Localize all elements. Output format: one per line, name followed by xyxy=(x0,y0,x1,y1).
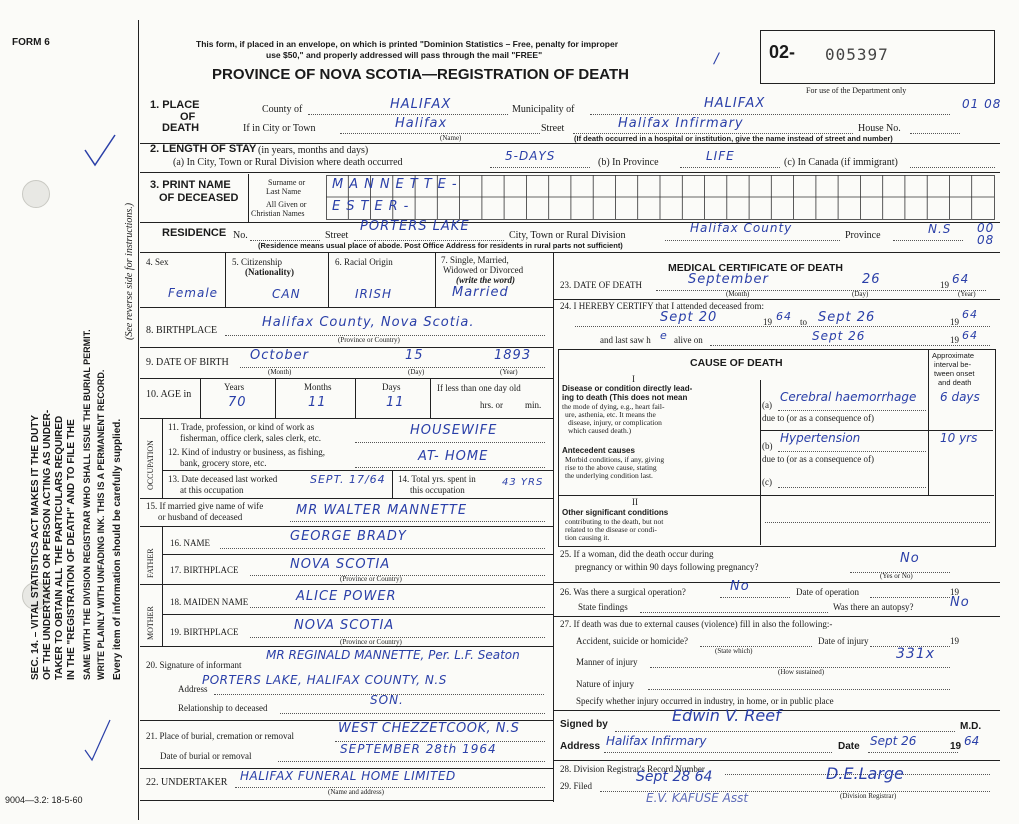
age-months-label: Months xyxy=(304,382,332,392)
age-days-label: Days xyxy=(382,382,401,392)
immediate-2: ing to death (This does not mean xyxy=(562,393,688,402)
other-2: contributing to the death, but not xyxy=(565,517,664,526)
municipality-value: HALIFAX xyxy=(704,96,766,111)
findings-label: State findings xyxy=(578,602,628,612)
dob-label: 9. DATE OF BIRTH xyxy=(146,357,229,368)
residence-street-value: PORTERS LAKE xyxy=(360,219,470,234)
burial-date: SEPTEMBER 28th 1964 xyxy=(340,742,497,756)
form-left-border xyxy=(138,20,139,820)
death-year-prefix: 19 xyxy=(940,280,949,290)
q14-label-2: this occupation xyxy=(410,485,465,495)
physician-date-label: Date xyxy=(838,741,860,752)
other-3: related to the disease or condi- xyxy=(565,525,657,534)
q26-label: 26. Was there a surgical operation? xyxy=(560,587,686,597)
department-use-label: For use of the Department only xyxy=(806,86,907,95)
attend-to: Sept 26 xyxy=(818,310,876,325)
nature-label: Nature of injury xyxy=(576,679,634,689)
name-caption: (Name) xyxy=(440,134,462,142)
q14-label: 14. Total yrs. spent in xyxy=(398,474,476,484)
name-label: 3. PRINT NAME xyxy=(150,179,231,191)
age-hrs-label: hrs. or xyxy=(480,400,503,410)
stay-label: 2. LENGTH OF STAY xyxy=(150,143,257,155)
citizenship-value: CAN xyxy=(272,287,301,301)
q11-label-2: fisherman, office clerk, sales clerk, etc. xyxy=(180,433,322,443)
residence-margin-code: 00 08 xyxy=(977,221,995,247)
medical-title: MEDICAL CERTIFICATE OF DEATH xyxy=(668,262,843,274)
q26-value: No xyxy=(730,579,750,594)
q25-label-2: pregnancy or within 90 days following pregnancy? xyxy=(575,562,759,572)
physician-date: Sept 26 xyxy=(870,734,917,748)
immediate-5: disease, injury, or complication xyxy=(568,418,662,427)
section-one: I xyxy=(632,374,635,384)
residence-no-label: No. xyxy=(233,230,248,241)
county-label: County of xyxy=(262,104,303,115)
cause-a-value: Cerebral haemorrhage xyxy=(780,390,917,404)
cause-b-value: Hypertension xyxy=(780,431,861,445)
municipality-label: Municipality of xyxy=(512,104,575,115)
attend-from-year-prefix: 19 xyxy=(763,317,772,327)
alive-on-label: alive on xyxy=(674,335,703,345)
attend-to-year: 64 xyxy=(962,308,978,321)
spouse-label: 15. If married give name of wife xyxy=(146,501,264,511)
dob-day: 15 xyxy=(405,348,424,363)
manner-label: Manner of injury xyxy=(576,657,638,667)
age-months: 11 xyxy=(308,395,327,410)
marital-label: 7. Single, Married, xyxy=(441,255,509,265)
accident-label: Accident, suicide or homicide? xyxy=(576,636,688,646)
spouse-label-2: or husband of deceased xyxy=(158,512,243,522)
autopsy-label: Was there an autopsy? xyxy=(833,602,914,612)
immediate-6: which caused death.) xyxy=(568,426,632,435)
registration-number: 005397 xyxy=(825,45,889,64)
age-years: 70 xyxy=(228,395,247,410)
sex-label: 4. Sex xyxy=(146,257,169,267)
mail-notice-1: This form, if placed in an envelope, on which is printed "Dominion Statistics – Free, penalty for improper xyxy=(196,39,619,49)
given-label: All Given or xyxy=(266,200,307,209)
death-year: 64 xyxy=(952,272,970,286)
dash-mark: / xyxy=(714,51,720,67)
father-birthplace-caption: (Province or Country) xyxy=(340,575,402,583)
mother-maiden-label: 18. MAIDEN NAME xyxy=(170,597,249,607)
side-line-7: Every item of information should be carefully supplied. xyxy=(112,418,123,680)
surname-label: Surname or xyxy=(268,178,306,187)
place-label-of: OF xyxy=(180,111,196,123)
attend-from: Sept 20 xyxy=(660,310,718,325)
last-saw-year-prefix: 19 xyxy=(950,335,959,345)
citizenship-sub: (Nationality) xyxy=(245,267,294,277)
residence-label: RESIDENCE xyxy=(162,227,227,239)
birthplace-value: Halifax County, Nova Scotia. xyxy=(262,315,475,330)
undertaker-label: 22. UNDERTAKER xyxy=(146,777,228,788)
manner-code: 331x xyxy=(896,646,936,662)
physician-address-label: Address xyxy=(560,741,601,752)
q12-label-2: bank, grocery store, etc. xyxy=(180,458,267,468)
death-day: 26 xyxy=(862,272,881,287)
check-mark-icon xyxy=(80,130,120,190)
burial-date-label: Date of burial or removal xyxy=(160,751,252,761)
q11-label: 11. Trade, profession, or kind of work as xyxy=(168,422,315,432)
q13-label-2: at this occupation xyxy=(180,485,244,495)
antecedent-4: the underlying condition last. xyxy=(565,471,653,480)
age-min-label: min. xyxy=(525,400,542,410)
mail-notice-2: use $50," and properly addressed will pass through the mail "FREE" xyxy=(266,50,543,60)
q25-label: 25. If a woman, did the death occur during xyxy=(560,549,714,559)
spouse-value: MR WALTER MANNETTE xyxy=(296,503,468,518)
side-line-1: SEC. 14. – VITAL STATISTICS ACT MAKES IT THE DUTY xyxy=(30,414,41,680)
physician-address: Halifax Infirmary xyxy=(606,734,707,748)
side-line-5: SAME WITH THE DIVISION REGISTRAR WHO SHALL ISSUE THE BURIAL PERMIT. xyxy=(82,329,92,680)
given-label-2: Christian Names xyxy=(251,209,305,218)
birthplace-caption: (Province or Country) xyxy=(338,336,400,344)
racial-value: IRISH xyxy=(355,287,393,301)
residence-city-label: City, Town or Rural Division xyxy=(509,230,626,241)
residence-province-label: Province xyxy=(845,230,881,241)
registrar-stamp: E.V. KAFUSE Asst xyxy=(646,791,749,805)
registrar-caption: (Division Registrar) xyxy=(840,792,897,800)
undertaker-value: HALIFAX FUNERAL HOME LIMITED xyxy=(240,769,456,783)
death-month-caption: (Month) xyxy=(726,290,750,298)
operation-year-prefix: 19 xyxy=(950,587,959,597)
relationship-value: SON. xyxy=(370,693,404,707)
q25-value: No xyxy=(900,551,920,566)
q27-label: 27. If death was due to external causes (violence) fill in also the following:- xyxy=(560,619,833,629)
age-label: 10. AGE in xyxy=(146,389,192,400)
stay-a-label: (a) In City, Town or Rural Division where death occurred xyxy=(173,157,403,168)
injury-year-prefix: 19 xyxy=(950,636,959,646)
death-month: September xyxy=(688,272,769,287)
last-saw-he: e xyxy=(660,329,668,342)
mother-birthplace-caption: (Province or Country) xyxy=(340,638,402,646)
signed-by-label: Signed by xyxy=(560,719,608,730)
occupation-side-label: OCCUPATION xyxy=(146,440,155,490)
residence-city-value: Halifax County xyxy=(690,221,793,235)
informant-label: 20. Signature of informant xyxy=(146,660,242,670)
house-no-label: House No. xyxy=(858,123,901,134)
father-birthplace-value: NOVA SCOTIA xyxy=(290,557,391,572)
registration-number-box xyxy=(760,30,995,84)
q24-label: 24. I HEREBY CERTIFY that I attended deceased from: xyxy=(560,301,764,311)
how-sustained-caption: (How sustained) xyxy=(778,668,825,676)
surname-label-2: Last Name xyxy=(266,187,301,196)
place-label-death: DEATH xyxy=(162,122,200,134)
surname-value: MANNETTE- xyxy=(332,177,463,192)
trade-value: HOUSEWIFE xyxy=(410,423,498,438)
county-value: HALIFAX xyxy=(390,97,452,112)
page-title: PROVINCE OF NOVA SCOTIA—REGISTRATION OF DEATH xyxy=(212,66,629,83)
interval-label-2: interval be- xyxy=(934,360,972,369)
street-value: Halifax Infirmary xyxy=(618,116,744,131)
q13-label: 13. Date deceased last worked xyxy=(168,474,278,484)
physician-year: 64 xyxy=(964,734,980,748)
marital-label-2: Widowed or Divorced xyxy=(443,265,524,275)
physician-year-prefix: 19 xyxy=(950,741,962,752)
racial-label: 6. Racial Origin xyxy=(335,257,393,267)
last-saw-date: Sept 26 xyxy=(812,329,866,343)
filed-date: Sept 28 64 xyxy=(636,769,713,785)
age-years-label: Years xyxy=(224,382,245,392)
informant-address: PORTERS LAKE, HALIFAX COUNTY, N.S xyxy=(202,673,447,687)
interval-label-1: Approximate xyxy=(932,351,975,360)
total-years-value: 43 YRS xyxy=(502,477,544,488)
death-day-caption: (Day) xyxy=(852,290,869,298)
stay-c-label: (c) In Canada (if immigrant) xyxy=(784,157,898,168)
stay-b-label: (b) In Province xyxy=(598,157,659,168)
cause-a-interval: 6 days xyxy=(940,390,980,404)
last-worked-value: SEPT. 17/64 xyxy=(310,473,386,486)
immediate-1: Disease or condition directly lead- xyxy=(562,384,693,393)
dob-day-caption: (Day) xyxy=(408,368,425,376)
burial-place: WEST CHEZZETCOOK, N.S xyxy=(338,721,520,736)
injury-date-label: Date of injury xyxy=(818,636,869,646)
q29-label: 29. Filed xyxy=(560,781,593,791)
last-saw-label: and last saw h xyxy=(600,335,651,345)
due-to-a: due to (or as a consequence of) xyxy=(762,413,874,423)
stay-b-value: LIFE xyxy=(706,149,735,163)
form-footer-code: 9004—3.2: 18-5-60 xyxy=(5,795,83,805)
attend-from-year: 64 xyxy=(776,310,792,323)
citizenship-label: 5. Citizenship xyxy=(232,257,282,267)
md-label: M.D. xyxy=(960,721,982,732)
death-year-caption: (Year) xyxy=(958,290,976,298)
stay-sub: (in years, months and days) xyxy=(258,145,369,156)
immediate-3: the mode of dying, e.g., heart fail- xyxy=(562,402,665,411)
hospital-note: (If death occurred in a hospital or institution, give the name instead of street and number) xyxy=(574,134,893,143)
residence-street-label: Street xyxy=(325,230,349,241)
mother-birthplace-label: 19. BIRTHPLACE xyxy=(170,627,239,637)
antecedent-2: Morbid conditions, if any, giving xyxy=(565,455,665,464)
sex-value: Female xyxy=(168,286,219,300)
dob-month: October xyxy=(250,348,310,363)
undertaker-caption: (Name and address) xyxy=(328,788,384,796)
q28-label: 28. Division Registrar's Record Number xyxy=(560,764,705,774)
registrar-signature: D.E.Large xyxy=(826,764,904,783)
residence-province-value: N.S xyxy=(928,222,952,236)
cause-c-label: (c) xyxy=(762,477,772,487)
section-two: II xyxy=(632,497,638,507)
name-label-2: OF DECEASED xyxy=(159,192,239,204)
place-label: 1. PLACE xyxy=(150,99,200,111)
mother-maiden-value: ALICE POWER xyxy=(296,589,397,604)
industry-value: AT- HOME xyxy=(418,449,489,464)
antecedent-1: Antecedent causes xyxy=(562,446,635,455)
side-line-6: WRITE PLAINLY WITH UNFADING INK. THIS IS A PERMANENT RECORD. xyxy=(96,369,106,680)
side-line-4: IN THE "REGISTRATION OF DEATH" AND TO FILE THE xyxy=(66,419,77,680)
registration-prefix: 02- xyxy=(769,42,796,62)
punch-hole xyxy=(22,180,50,208)
q12-label: 12. Kind of industry or business, as fishing, xyxy=(168,447,325,457)
cause-b-label: (b) xyxy=(762,441,773,451)
cause-a-label: (a) xyxy=(762,400,772,410)
side-line-2: OF THE UNDERTAKER OR PERSON ACTING AS UNDER- xyxy=(42,409,53,680)
stay-a-value: 5-DAYS xyxy=(505,149,556,163)
birthplace-label: 8. BIRTHPLACE xyxy=(146,325,218,336)
physician-signature: Edwin V. Reef xyxy=(672,706,781,725)
dob-month-caption: (Month) xyxy=(268,368,292,376)
relationship-label: Relationship to deceased xyxy=(178,703,268,713)
mother-birthplace-value: NOVA SCOTIA xyxy=(294,618,395,633)
marital-value: Married xyxy=(452,285,509,300)
dob-year: 1893 xyxy=(494,348,532,363)
father-birthplace-label: 17. BIRTHPLACE xyxy=(170,565,239,575)
city-label: If in City or Town xyxy=(243,123,316,134)
residence-note: (Residence means usual place of abode. Post Office Address for residents in rural parts not sufficient) xyxy=(258,241,623,250)
cause-b-interval: 10 yrs xyxy=(940,431,978,445)
q23-label: 23. DATE OF DEATH xyxy=(560,280,642,290)
side-line-3: TAKER TO OBTAIN ALL THE PARTICULARS REQUIRED xyxy=(54,415,65,680)
immediate-4: ure, asthenia, etc. It means the xyxy=(565,410,656,419)
state-which-caption: (State which) xyxy=(715,647,753,655)
autopsy-value: No xyxy=(950,595,970,610)
age-less-label: If less than one day old xyxy=(437,383,521,393)
attend-to-label: to xyxy=(800,317,808,327)
father-side-label: FATHER xyxy=(146,548,155,578)
last-saw-year: 64 xyxy=(962,329,978,342)
informant-signature: MR REGINALD MANNETTE, Per. L.F. Seaton xyxy=(266,648,520,662)
due-to-b: due to (or as a consequence of) xyxy=(762,454,874,464)
city-value: Halifax xyxy=(395,116,448,131)
place-margin-code: 01 08 xyxy=(962,97,1002,111)
marital-label-3: (write the word) xyxy=(456,275,516,285)
interval-label-4: and death xyxy=(938,378,972,387)
interval-label-3: tween onset xyxy=(934,369,975,378)
antecedent-3: rise to the above cause, stating xyxy=(565,463,657,472)
street-label: Street xyxy=(541,123,565,134)
father-name-label: 16. NAME xyxy=(170,538,210,548)
side-line-8: (See reverse side for instructions.) xyxy=(124,202,135,340)
age-days: 11 xyxy=(386,395,405,410)
mother-side-label: MOTHER xyxy=(146,606,155,640)
specify-label: Specify whether injury occurred in industry, in home, or in public place xyxy=(576,696,834,706)
other-4: tion causing it. xyxy=(565,533,610,542)
yes-no-caption: (Yes or No) xyxy=(880,572,913,580)
operation-date-label: Date of operation xyxy=(796,587,859,597)
other-1: Other significant conditions xyxy=(562,508,669,517)
dob-year-caption: (Year) xyxy=(500,368,518,376)
form-number: FORM 6 xyxy=(12,37,50,48)
informant-address-label: Address xyxy=(178,684,208,694)
check-mark-icon xyxy=(80,710,120,770)
given-names-value: ESTER- xyxy=(332,199,415,214)
father-name-value: GEORGE BRADY xyxy=(290,529,407,544)
burial-label: 21. Place of burial, cremation or removal xyxy=(146,731,294,741)
cause-title: CAUSE OF DEATH xyxy=(690,357,783,369)
attend-to-year-prefix: 19 xyxy=(950,317,959,327)
